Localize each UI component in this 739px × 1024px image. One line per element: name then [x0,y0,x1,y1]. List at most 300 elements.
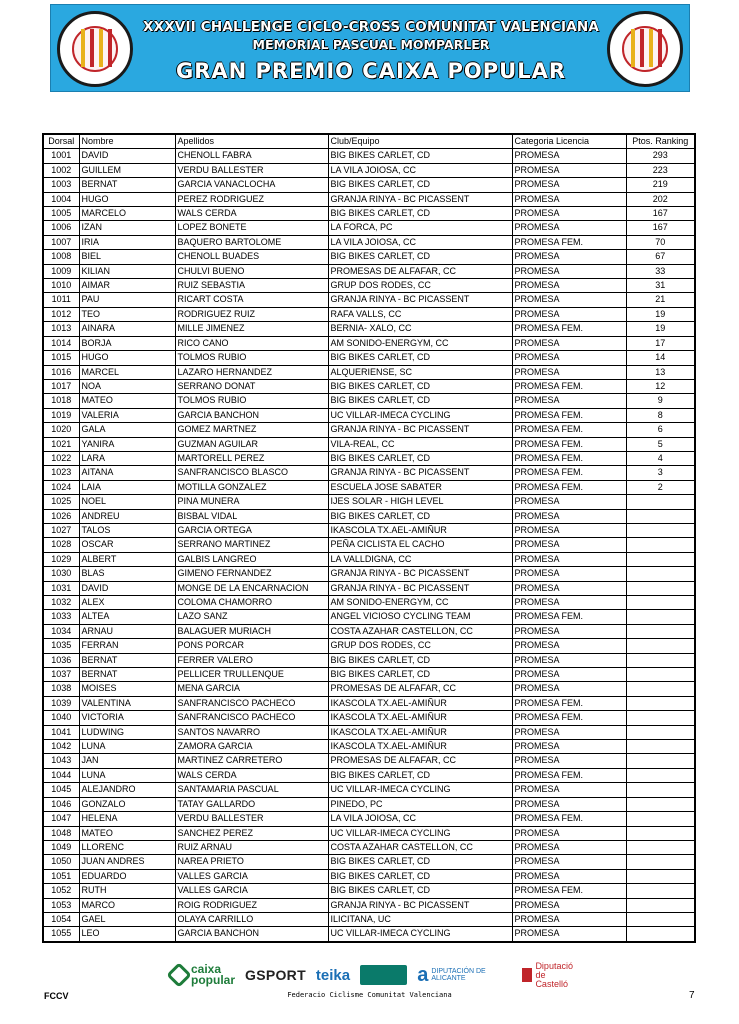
table-row [43,307,695,321]
cell-nombre: LARA [79,451,175,465]
cell-club: PROMESAS DE ALFAFAR, CC [328,754,512,768]
cell-dorsal: 1023 [43,466,79,480]
cell-dorsal: 1039 [43,696,79,710]
table-header-row [43,134,695,149]
cell-puntos [626,912,695,926]
cell-apellidos: VALLES GARCIA [175,884,328,898]
cell-categoria: PROMESA FEM. [512,768,626,782]
table-row [43,610,695,624]
cell-club: UC VILLAR-IMECA CYCLING [328,826,512,840]
cell-apellidos: CHULVI BUENO [175,264,328,278]
table-row [43,437,695,451]
cell-club: GRANJA RINYA - BC PICASSENT [328,466,512,480]
cell-nombre: LEO [79,927,175,942]
cell-club: BIG BIKES CARLET, CD [328,351,512,365]
cell-apellidos: NAREA PRIETO [175,855,328,869]
table-row [43,149,695,163]
cell-club: BIG BIKES CARLET, CD [328,884,512,898]
cell-categoria: PROMESA [512,178,626,192]
cell-categoria: PROMESA [512,163,626,177]
table-row [43,523,695,537]
cell-categoria: PROMESA [512,523,626,537]
cell-puntos: 167 [626,221,695,235]
cell-apellidos: SANFRANCISCO PACHECO [175,711,328,725]
cell-dorsal: 1048 [43,826,79,840]
cell-categoria: PROMESA [512,221,626,235]
cell-apellidos: MARTORELL PEREZ [175,451,328,465]
cell-club: BIG BIKES CARLET, CD [328,869,512,883]
cell-club: BIG BIKES CARLET, CD [328,207,512,221]
cell-nombre: EDUARDO [79,869,175,883]
cell-nombre: ALEJANDRO [79,783,175,797]
cell-categoria: PROMESA FEM. [512,812,626,826]
cell-dorsal: 1032 [43,596,79,610]
cell-nombre: BORJA [79,336,175,350]
cell-puntos [626,754,695,768]
cell-dorsal: 1004 [43,192,79,206]
table-row [43,509,695,523]
page-number: 7 [689,990,695,1001]
cell-apellidos: GOMEZ MARTNEZ [175,423,328,437]
cell-categoria: PROMESA FEM. [512,408,626,422]
cell-categoria: PROMESA [512,264,626,278]
table-row [43,639,695,653]
cell-apellidos: OLAYA CARRILLO [175,912,328,926]
table-row [43,567,695,581]
cell-categoria: PROMESA [512,639,626,653]
cell-club: GRANJA RINYA - BC PICASSENT [328,293,512,307]
cell-categoria: PROMESA FEM. [512,610,626,624]
cell-dorsal: 1055 [43,927,79,942]
cell-club: BERNIA- XALO, CC [328,322,512,336]
cell-nombre: NOEL [79,495,175,509]
cell-categoria: PROMESA [512,898,626,912]
table-row [43,466,695,480]
cell-club: PEÑA CICLISTA EL CACHO [328,538,512,552]
table-row [43,668,695,682]
cell-dorsal: 1027 [43,523,79,537]
cell-dorsal: 1001 [43,149,79,163]
cell-categoria: PROMESA [512,855,626,869]
cell-nombre: LUDWING [79,725,175,739]
cell-nombre: GALA [79,423,175,437]
cell-puntos [626,725,695,739]
cell-puntos [626,696,695,710]
cell-nombre: ALTEA [79,610,175,624]
cell-nombre: GAEL [79,912,175,926]
cell-apellidos: TOLMOS RUBIO [175,394,328,408]
cell-puntos: 14 [626,351,695,365]
cell-apellidos: PELLICER TRULLENQUE [175,668,328,682]
cell-categoria: PROMESA FEM. [512,423,626,437]
cell-nombre: VALENTINA [79,696,175,710]
cell-apellidos: SANTOS NAVARRO [175,725,328,739]
cell-nombre: HUGO [79,192,175,206]
cell-dorsal: 1009 [43,264,79,278]
cell-categoria: PROMESA [512,869,626,883]
cell-categoria: PROMESA FEM. [512,379,626,393]
cell-apellidos: CHENOLL BUADES [175,250,328,264]
table-row [43,927,695,942]
cell-puntos [626,509,695,523]
cell-categoria: PROMESA [512,207,626,221]
event-grand-prix: GRAN PREMIO CAIXA POPULAR [175,59,567,83]
cell-puntos [626,797,695,811]
cell-puntos: 67 [626,250,695,264]
cell-nombre: JUAN ANDRES [79,855,175,869]
cell-apellidos: RUIZ SEBASTIA [175,279,328,293]
cell-club: ESCUELA JOSE SABATER [328,480,512,494]
cell-categoria: PROMESA FEM. [512,235,626,249]
cell-apellidos: LAZO SANZ [175,610,328,624]
table-row [43,797,695,811]
table-row [43,855,695,869]
cell-nombre: FERRAN [79,639,175,653]
cell-apellidos: CHENOLL FABRA [175,149,328,163]
table-row [43,812,695,826]
table-row [43,279,695,293]
table-row [43,711,695,725]
cell-categoria: PROMESA [512,653,626,667]
cell-nombre: BERNAT [79,668,175,682]
cell-puntos [626,855,695,869]
cell-puntos [626,898,695,912]
cell-puntos [626,884,695,898]
cell-apellidos: MOTILLA GONZALEZ [175,480,328,494]
cell-categoria: PROMESA FEM. [512,451,626,465]
cell-categoria: PROMESA [512,682,626,696]
table-row [43,783,695,797]
cell-club: IKASCOLA TX.AEL-AMIÑUR [328,711,512,725]
teika-logo: teika [315,966,351,984]
cell-apellidos: SERRANO MARTINEZ [175,538,328,552]
cell-nombre: ALEX [79,596,175,610]
cell-club: PROMESAS DE ALFAFAR, CC [328,264,512,278]
cell-puntos [626,596,695,610]
cell-nombre: HELENA [79,812,175,826]
cell-apellidos: RUIZ ARNAU [175,840,328,854]
cell-nombre: IRIA [79,235,175,249]
table-row [43,754,695,768]
cell-club: UC VILLAR-IMECA CYCLING [328,927,512,942]
table-row [43,394,695,408]
cell-puntos [626,523,695,537]
cell-puntos: 19 [626,322,695,336]
cell-dorsal: 1046 [43,797,79,811]
cell-dorsal: 1017 [43,379,79,393]
riders-table [42,133,696,943]
federation-seal-logo [607,11,683,87]
table-row [43,178,695,192]
table-row [43,480,695,494]
cell-nombre: ARNAU [79,624,175,638]
cell-categoria: PROMESA FEM. [512,696,626,710]
column-header-puntos: Ptos. Ranking [626,134,695,149]
cell-puntos [626,624,695,638]
cell-dorsal: 1038 [43,682,79,696]
cell-dorsal: 1019 [43,408,79,422]
table-row [43,495,695,509]
cell-dorsal: 1034 [43,624,79,638]
cell-puntos [626,610,695,624]
cell-dorsal: 1024 [43,480,79,494]
cell-nombre: ANDREU [79,509,175,523]
cell-puntos [626,869,695,883]
cell-categoria: PROMESA [512,250,626,264]
table-row [43,163,695,177]
cell-club: AM SONIDO-ENERGYM, CC [328,596,512,610]
table-row [43,423,695,437]
event-memorial: MEMORIAL PASCUAL MOMPARLER [252,37,490,52]
cell-club: BIG BIKES CARLET, CD [328,855,512,869]
cell-dorsal: 1007 [43,235,79,249]
cell-club: IKASCOLA TX.AEL-AMIÑUR [328,725,512,739]
cell-categoria: PROMESA FEM. [512,711,626,725]
cell-nombre: AITANA [79,466,175,480]
cell-nombre: AIMAR [79,279,175,293]
cell-categoria: PROMESA [512,725,626,739]
cell-categoria: PROMESA FEM. [512,466,626,480]
cell-categoria: PROMESA [512,293,626,307]
cell-apellidos: VERDU BALLESTER [175,163,328,177]
cell-apellidos: VERDU BALLESTER [175,812,328,826]
cell-apellidos: GARCIA ORTEGA [175,523,328,537]
cell-club: PINEDO, PC [328,797,512,811]
cell-puntos [626,538,695,552]
cell-apellidos: GIMENO FERNANDEZ [175,567,328,581]
cell-dorsal: 1051 [43,869,79,883]
cell-club: COSTA AZAHAR CASTELLON, CC [328,840,512,854]
cell-nombre: LUNA [79,768,175,782]
cell-nombre: VALERIA [79,408,175,422]
cell-club: IKASCOLA TX.AEL-AMIÑUR [328,696,512,710]
cell-puntos [626,740,695,754]
column-header-apellidos: Apellidos [175,134,328,149]
cell-nombre: YANIRA [79,437,175,451]
table-row [43,322,695,336]
cell-categoria: PROMESA [512,351,626,365]
cell-nombre: MARCELO [79,207,175,221]
cell-nombre: GONZALO [79,797,175,811]
diputacio-castello-logo: Diputació de Castelló [522,962,576,989]
cell-dorsal: 1050 [43,855,79,869]
cell-nombre: LLORENC [79,840,175,854]
cell-dorsal: 1025 [43,495,79,509]
cell-club: BIG BIKES CARLET, CD [328,149,512,163]
cell-dorsal: 1029 [43,552,79,566]
cell-club: LA VALLDIGNA, CC [328,552,512,566]
cell-club: UC VILLAR-IMECA CYCLING [328,783,512,797]
cell-puntos [626,812,695,826]
table-row [43,696,695,710]
cell-apellidos: GARCIA VANACLOCHA [175,178,328,192]
cell-categoria: PROMESA FEM. [512,480,626,494]
cell-apellidos: GARCIA BANCHON [175,927,328,942]
cell-apellidos: VALLES GARCIA [175,869,328,883]
cell-nombre: JAN [79,754,175,768]
cell-categoria: PROMESA [512,624,626,638]
table-row [43,379,695,393]
table-row [43,768,695,782]
cell-dorsal: 1035 [43,639,79,653]
cell-apellidos: WALS CERDA [175,768,328,782]
cell-club: GRUP DOS RODES, CC [328,279,512,293]
cell-club: COSTA AZAHAR CASTELLON, CC [328,624,512,638]
cell-apellidos: SANTAMARIA PASCUAL [175,783,328,797]
cell-puntos [626,495,695,509]
cell-categoria: PROMESA [512,552,626,566]
cell-categoria: PROMESA [512,279,626,293]
cell-puntos [626,668,695,682]
cell-puntos [626,639,695,653]
cell-dorsal: 1008 [43,250,79,264]
cell-categoria: PROMESA [512,912,626,926]
cell-apellidos: FERRER VALERO [175,653,328,667]
cell-categoria: PROMESA [512,783,626,797]
header-banner [50,4,690,92]
caixa-mark-icon [166,962,191,987]
cell-dorsal: 1042 [43,740,79,754]
cell-categoria: PROMESA [512,581,626,595]
cell-puntos [626,653,695,667]
cell-apellidos: PINA MUNERA [175,495,328,509]
table-row [43,351,695,365]
cell-categoria: PROMESA [512,826,626,840]
cell-club: BIG BIKES CARLET, CD [328,653,512,667]
cell-puntos: 8 [626,408,695,422]
cell-nombre: AINARA [79,322,175,336]
cell-dorsal: 1041 [43,725,79,739]
gsport-logo: GSPORT [245,967,306,983]
cell-puntos [626,927,695,942]
cell-puntos: 293 [626,149,695,163]
cell-club: BIG BIKES CARLET, CD [328,394,512,408]
cell-puntos: 13 [626,365,695,379]
diputacion-alicante-logo: a DIPUTACIÓN DE ALICANTE [417,963,486,986]
cell-club: VILA-REAL, CC [328,437,512,451]
cell-puntos: 6 [626,423,695,437]
cell-club: BIG BIKES CARLET, CD [328,178,512,192]
cell-club: BIG BIKES CARLET, CD [328,509,512,523]
cell-categoria: PROMESA [512,754,626,768]
cell-apellidos: COLOMA CHAMORRO [175,596,328,610]
cell-puntos: 167 [626,207,695,221]
cell-puntos: 33 [626,264,695,278]
cell-dorsal: 1026 [43,509,79,523]
cell-apellidos: RICO CANO [175,336,328,350]
cell-dorsal: 1021 [43,437,79,451]
cell-dorsal: 1052 [43,884,79,898]
cell-nombre: MOISES [79,682,175,696]
cell-dorsal: 1054 [43,912,79,926]
cell-dorsal: 1022 [43,451,79,465]
column-header-dorsal: Dorsal [43,134,79,149]
cell-club: BIG BIKES CARLET, CD [328,250,512,264]
cell-club: LA VILA JOIOSA, CC [328,812,512,826]
cell-apellidos: TATAY GALLARDO [175,797,328,811]
cell-puntos: 2 [626,480,695,494]
cell-apellidos: TOLMOS RUBIO [175,351,328,365]
castello-mark-icon [522,968,533,982]
cell-categoria: PROMESA [512,365,626,379]
cell-apellidos: LAZARO HERNANDEZ [175,365,328,379]
alicante-mark-icon: a [417,963,429,986]
cell-dorsal: 1031 [43,581,79,595]
cell-puntos [626,826,695,840]
cell-apellidos: MILLE JIMENEZ [175,322,328,336]
cell-dorsal: 1044 [43,768,79,782]
cell-dorsal: 1018 [43,394,79,408]
table-row [43,840,695,854]
cell-nombre: TEO [79,307,175,321]
cell-categoria: PROMESA [512,840,626,854]
cell-categoria: PROMESA [512,509,626,523]
table-row [43,235,695,249]
table-row [43,221,695,235]
cell-dorsal: 1028 [43,538,79,552]
cell-club: UC VILLAR-IMECA CYCLING [328,408,512,422]
cell-club: IKASCOLA TX.AEL-AMIÑUR [328,523,512,537]
cell-nombre: BERNAT [79,178,175,192]
table-row [43,408,695,422]
cell-categoria: PROMESA [512,927,626,942]
cell-apellidos: RODRIGUEZ RUIZ [175,307,328,321]
cell-puntos [626,768,695,782]
cell-club: GRANJA RINYA - BC PICASSENT [328,898,512,912]
cell-puntos [626,567,695,581]
table-row [43,451,695,465]
cell-categoria: PROMESA FEM. [512,322,626,336]
column-header-categoria: Categoria Licencia [512,134,626,149]
cell-puntos: 12 [626,379,695,393]
cell-club: LA VILA JOIOSA, CC [328,163,512,177]
cell-club: LA FORCA, PC [328,221,512,235]
cell-dorsal: 1003 [43,178,79,192]
cell-puntos [626,682,695,696]
cell-categoria: PROMESA FEM. [512,437,626,451]
cell-nombre: BERNAT [79,653,175,667]
cell-puntos [626,783,695,797]
cell-apellidos: ROIG RODRIGUEZ [175,898,328,912]
cell-apellidos: SANFRANCISCO BLASCO [175,466,328,480]
sponsor-logos [170,960,576,990]
cell-club: GRANJA RINYA - BC PICASSENT [328,581,512,595]
cell-dorsal: 1015 [43,351,79,365]
cell-nombre: BIEL [79,250,175,264]
cell-club: BIG BIKES CARLET, CD [328,768,512,782]
cell-club: ILICITANA, UC [328,912,512,926]
cell-puntos: 19 [626,307,695,321]
footer-federation: Federacio Ciclisme Comunitat Valenciana [287,991,452,999]
cell-club: AM SONIDO-ENERGYM, CC [328,336,512,350]
cell-puntos [626,552,695,566]
event-title: XXXVII CHALLENGE CICLO-CROSS COMUNITAT VALENCIANA [142,19,599,35]
cell-apellidos: GUZMAN AGUILAR [175,437,328,451]
cell-puntos: 219 [626,178,695,192]
table-row [43,653,695,667]
cell-club: ANGEL VICIOSO CYCLING TEAM [328,610,512,624]
cell-puntos: 70 [626,235,695,249]
cell-apellidos: MENA GARCIA [175,682,328,696]
cell-dorsal: 1011 [43,293,79,307]
cell-nombre: TALOS [79,523,175,537]
cell-puntos [626,711,695,725]
cell-dorsal: 1020 [43,423,79,437]
cell-apellidos: MARTINEZ CARRETERO [175,754,328,768]
table-row [43,336,695,350]
cell-dorsal: 1002 [43,163,79,177]
table-row [43,192,695,206]
